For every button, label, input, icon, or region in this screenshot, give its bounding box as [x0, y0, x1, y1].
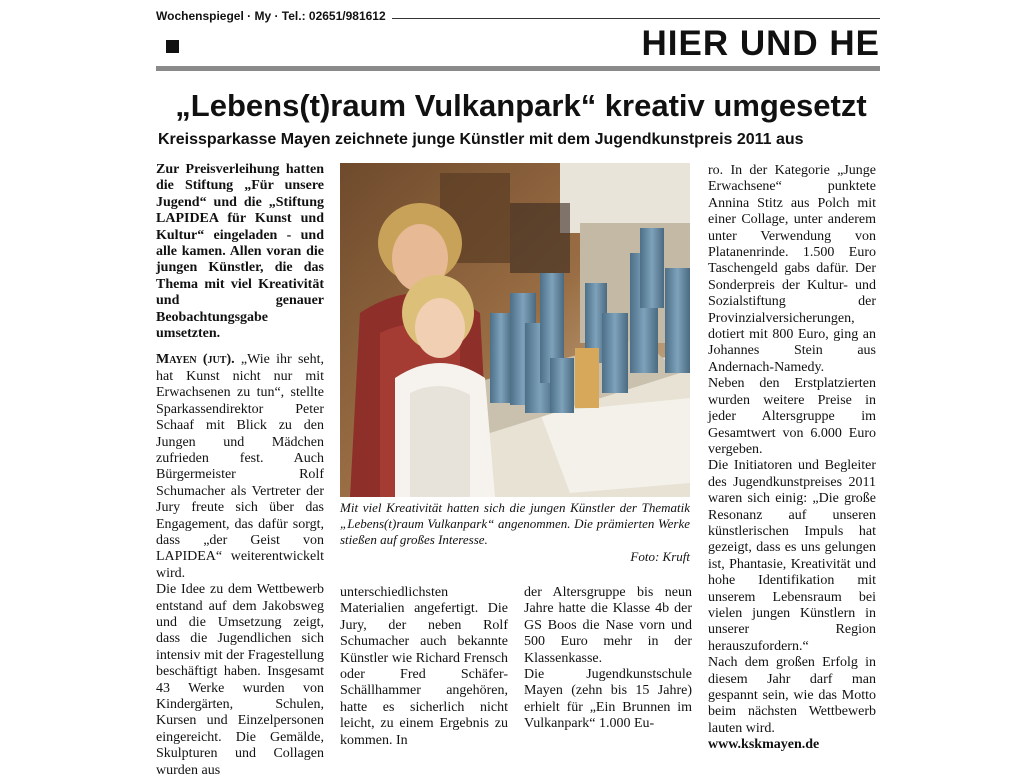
- article-column-2: [340, 585, 508, 749]
- article-body-5: Die Jugendkunstschule Mayen (zehn bis 15 Jahre) erhielt für „Ein Brunnen im Vulkanpark“ 1.000 Eu-: [524, 667, 692, 732]
- article-dateline: Mayen (jut).: [156, 352, 235, 368]
- article-lead: Zur Preisverleihung hatten die Stiftung „Für unsere Jugend“ und die „Stiftung LAPIDEA für Kunst und Kultur“ eingeladen - und alle kamen. Allen voran die jungen Künstler, die das Thema mit viel Kreativität und genauer Beobachtungsgabe umsetzten.: [156, 162, 324, 342]
- article-photo: [340, 163, 690, 497]
- article-url: www.kskmayen.de: [708, 737, 820, 753]
- article-body-7: Neben den Erstplatzierten wurden weitere Preise in jeder Altersgruppe im Gesamtwert von 6.000 Euro vergeben.: [708, 376, 876, 457]
- photo-credit: Foto: Kruft: [630, 549, 690, 564]
- article-body-3: unterschiedlichsten Materialien angefertigt. Die Jury, der neben Rolf Schumacher auch bekannte Künstler wie Richard Frensch oder Fred Schäfer- Schällhammer angehören, hatte es sicherlich nicht leicht, zu einem Ergebnis zu kommen. In: [340, 585, 508, 748]
- section-title: HIER UND HE: [641, 24, 880, 63]
- article-headline: „Lebens(t)raum Vulkanpark“ kreativ umgesetzt: [175, 88, 867, 123]
- masthead-source: Wochenspiegel · My · Tel.: 02651/981612: [156, 9, 392, 23]
- article-body-8: Die Initiatoren und Begleiter des Jugendkunstpreises 2011 waren sich einig: „Die große Resonanz auf unseren künstlerischen Impuls hat gezeigt, dass es uns gelungen ist, Phantasie, Kreativität und hohe Identifikation mit unserem Lebensraum bei vielen jungen Künstlern in unserer Region herauszufordern.“: [708, 458, 876, 654]
- article-column-1: [156, 162, 324, 779]
- photo-caption: Mit viel Kreativität hatten sich die jungen Künstler der Thematik „Lebens(t)raum Vulkanpark“ angenommen. Die prämierten Werke stießen auf großes Interesse.: [340, 500, 690, 547]
- article-body-1: [156, 352, 324, 582]
- article-body-4: der Altersgruppe bis neun Jahre hatte die Klasse 4b der GS Boos die Nase vorn und 500 Euro mehr in der Klassenkasse.: [524, 585, 692, 666]
- article-body-9: Nach dem großen Erfolg in diesem Jahr darf man gespannt sein, wie das Motto beim nächsten Wettbewerb lauten wird.: [708, 655, 876, 736]
- photo-illustration: [340, 163, 690, 497]
- article-column-4: [708, 163, 876, 754]
- article-column-3: [524, 585, 692, 733]
- section-divider: [156, 66, 880, 71]
- article-subheadline: Kreissparkasse Mayen zeichnete junge Künstler mit dem Jugendkunstpreis 2011 aus: [158, 131, 804, 148]
- section-bullet: [166, 40, 179, 53]
- article-body-2: Die Idee zu dem Wettbewerb entstand auf dem Jakobsweg und die Umsetzung zeigt, dass die Jugendlichen sich intensiv mit der Fragestellung beschäftigt haben. Insgesamt 43 Werke wurden von Kindergärten, Schulen, Kursen und Einzelpersonen eingereicht. Die Gemälde, Skulpturen und Collagen wurden aus: [156, 582, 324, 778]
- article-body-1-text: „Wie ihr seht, hat Kunst nicht nur mit Erwachsenen zu tun“, stellte Sparkassendirektor Peter Schaaf mit Blick zu den Jungen und Mädchen zufrieden fest. Auch Bürgermeister Rolf Schumacher als Vertreter der Jury freute sich über das Engagement, das dafür sorgt, dass „der Geist von LAPIDEA“ weiterentwickelt wird.: [156, 352, 324, 581]
- article-body-6: ro. In der Kategorie „Junge Erwachsene“ punktete Annina Stitz aus Polch mit einer Collage, unter anderem unter Verwendung von Platanenrinde. 1.500 Euro Taschengeld gabs dafür. Der Sonderpreis der Kultur- und Sozialstiftung der Provinzialversicherungen, dotiert mit 800 Euro, ging an Johannes Stein aus Andernach-Namedy.: [708, 163, 876, 375]
